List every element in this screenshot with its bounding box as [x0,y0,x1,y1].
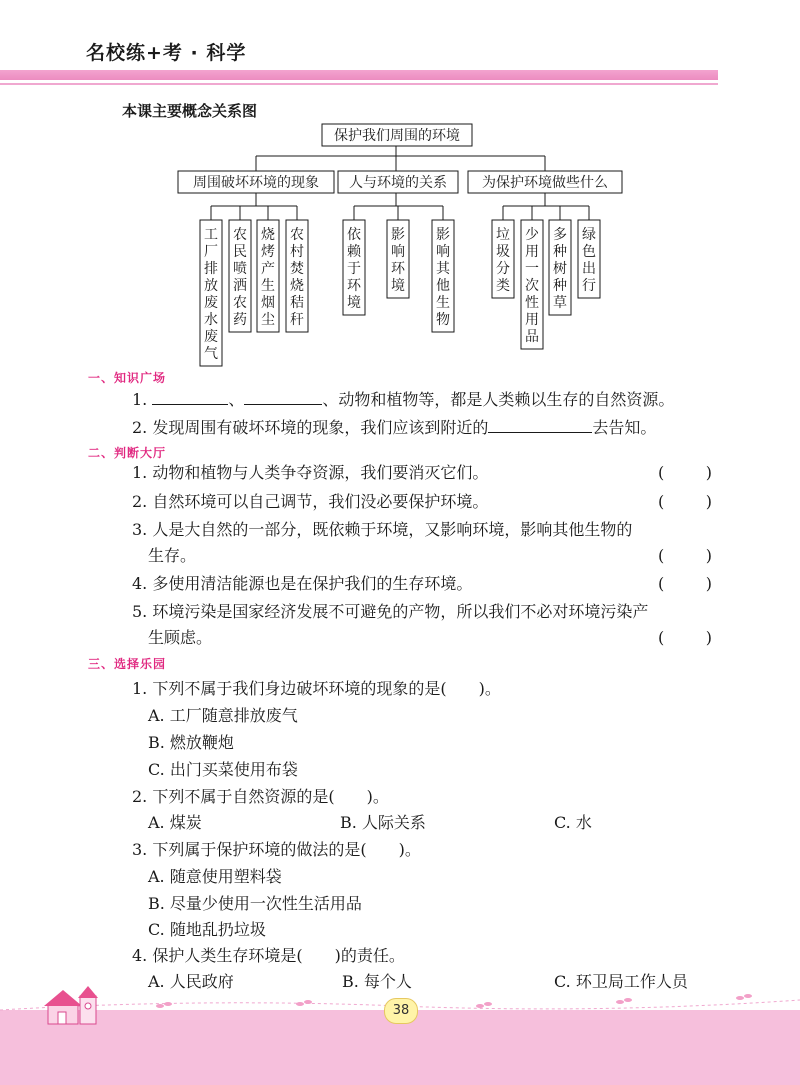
branch-node-label: 周围破坏环境的现象 [193,175,319,191]
judge-item: 3. 人是大自然的一部分，既依赖于环境，又影响环境，影响其他生物的 [132,520,633,539]
paren-open: ( [658,546,665,565]
paren-close: ) [705,492,712,511]
choice-option[interactable]: B. 燃放鞭炮 [148,733,234,752]
separator: 、 [228,390,245,409]
concept-map-heading: 本课主要概念关系图 [122,102,258,120]
page-header-title: 名校练+考 · 科学 [86,42,247,64]
leaf-node-label: 多种树种草 [553,227,567,311]
question-text: 2. 发现周围有破坏环境的现象，我们应该到附近的 [132,418,489,437]
answer-parens[interactable] [658,574,712,594]
choice-option[interactable]: B. 每个人 [342,972,412,991]
paren-open: ( [658,463,665,482]
fill-blank[interactable] [488,416,592,433]
leaf-node-label: 影响其他生物 [436,227,450,328]
leaf-node-label: 绿色出行 [582,227,596,294]
question-text-tail: 去告知。 [592,418,657,437]
judge-item: 4. 多使用清洁能源也是在保护我们的生存环境。 [132,574,473,593]
branch-node-label: 人与环境的关系 [349,175,447,191]
choice-option[interactable]: C. 随地乱扔垃圾 [148,920,266,939]
question-number: 1. [132,390,148,409]
house-icon [42,982,106,1026]
page-number: 38 [384,998,418,1024]
judge-item: 5. 环境污染是国家经济发展不可避免的产物，所以我们不必对环境污染产 [132,602,649,621]
choice-option[interactable]: C. 水 [554,813,592,832]
paren-close: ) [705,628,712,647]
answer-parens[interactable] [658,463,712,483]
fill-blank[interactable] [152,388,228,405]
root-node-label: 保护我们周围的环境 [334,128,460,144]
leaf-nodes [200,220,600,366]
leaf-node-label: 农民喷洒农药 [233,227,247,328]
judge-item: 2. 自然环境可以自己调节，我们没必要保护环境。 [132,492,489,511]
leaf-node-label: 工厂排放废水废气 [204,227,218,362]
judge-item-continued: 生顾虑。 [148,628,213,647]
branch-node-label: 为保护环境做些什么 [482,175,608,191]
choice-option[interactable]: B. 人际关系 [340,813,426,832]
choice-option[interactable]: A. 煤炭 [148,813,202,832]
answer-parens[interactable] [658,546,712,566]
choice-question-4: 4. 保护人类生存环境是( )的责任。 [132,946,405,965]
paren-close: ) [705,463,712,482]
choice-question-3: 3. 下列属于保护环境的做法的是( )。 [132,840,421,859]
choice-question-1: 1. 下列不属于我们身边破坏环境的现象的是( )。 [132,679,501,698]
judge-item: 1. 动物和植物与人类争夺资源，我们要消灭它们。 [132,463,489,482]
knowledge-question-1 [132,388,674,410]
leaf-node-label: 烧烤产生烟尘 [261,227,275,328]
leaf-node-label: 垃圾分类 [496,227,510,294]
choice-option[interactable]: A. 随意使用塑料袋 [148,867,282,886]
concept-map [0,0,800,370]
section-title-choice: 三、选择乐园 [88,657,167,671]
separator: 、 [322,390,339,409]
section-title-knowledge: 一、知识广场 [88,371,167,385]
paren-open: ( [658,574,665,593]
section-title-judge: 二、判断大厅 [88,446,167,460]
choice-option[interactable]: B. 尽量少使用一次性生活用品 [148,894,362,913]
knowledge-question-2 [132,416,656,438]
leaf-node-label: 影响环境 [391,227,405,294]
judge-item-continued: 生存。 [148,546,197,565]
paren-open: ( [658,492,665,511]
question-text: 动物和植物等，都是人类赖以生存的自然资源。 [338,390,675,409]
fill-blank[interactable] [244,388,322,405]
paren-close: ) [705,546,712,565]
leaf-node-label: 依赖于环境 [347,227,361,311]
answer-parens[interactable] [658,628,712,648]
paren-open: ( [658,628,665,647]
paren-close: ) [705,574,712,593]
choice-option[interactable]: C. 环卫局工作人员 [554,972,688,991]
leaf-node-label: 农村焚烧秸秆 [290,227,304,328]
leaf-node-label: 少用一次性用品 [525,227,539,345]
choice-question-2: 2. 下列不属于自然资源的是( )。 [132,787,389,806]
choice-option[interactable]: A. 工厂随意排放废气 [148,706,298,725]
answer-parens[interactable] [658,492,712,512]
choice-option[interactable]: C. 出门买菜使用布袋 [148,760,298,779]
choice-option[interactable]: A. 人民政府 [148,972,234,991]
